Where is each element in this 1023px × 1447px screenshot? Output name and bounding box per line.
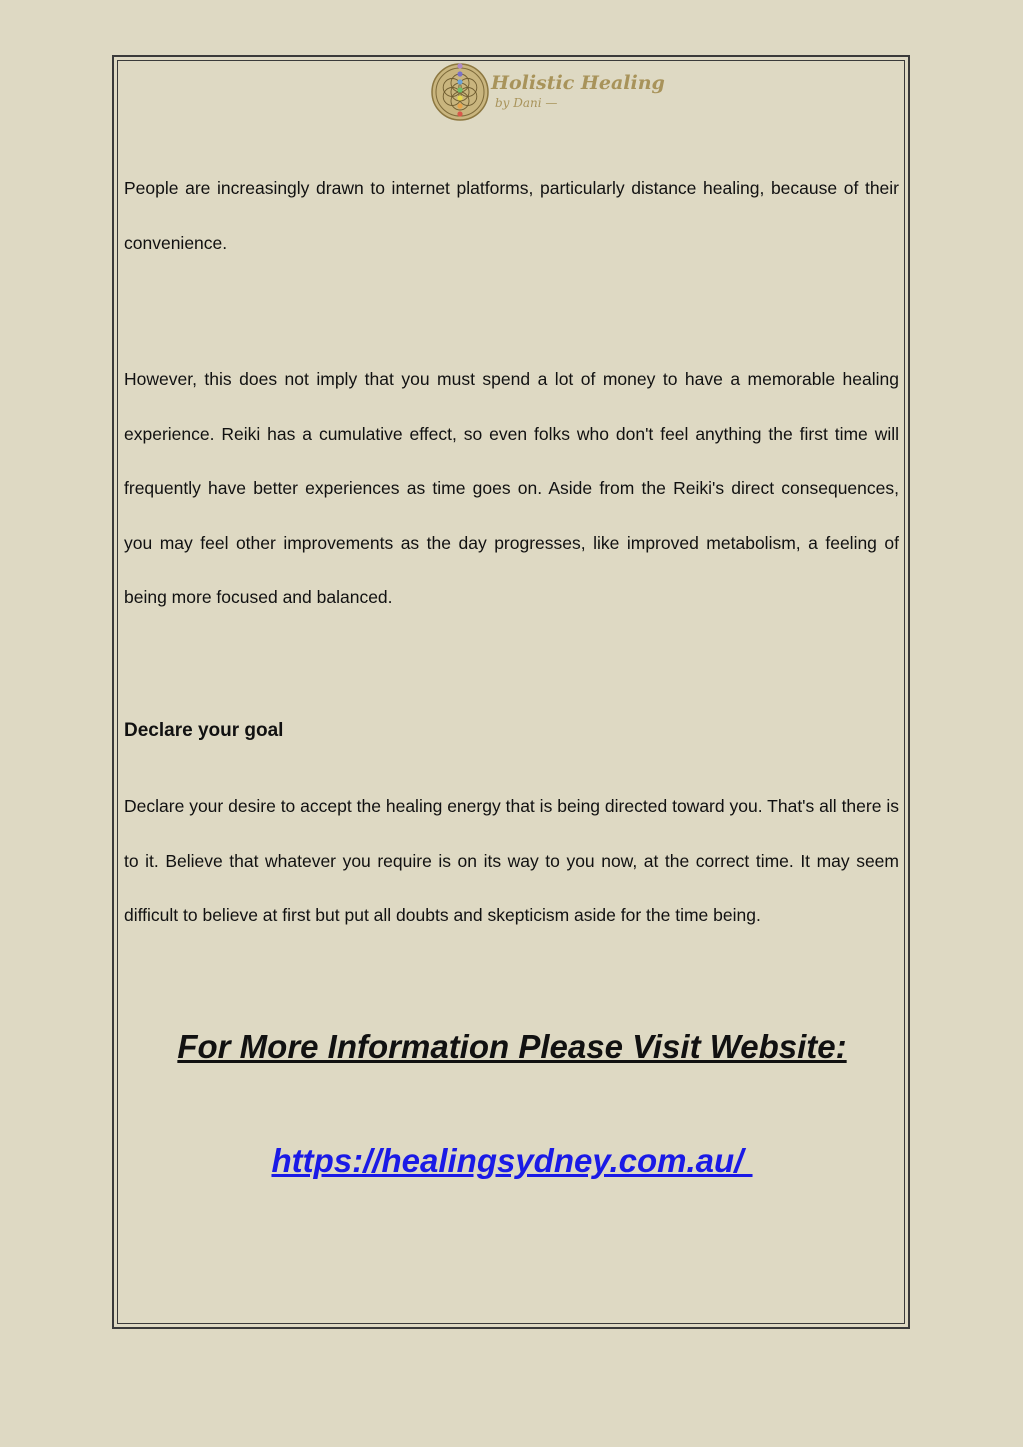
paragraph-declare: Declare your desire to accept the healing energy that is being directed toward you. That's all there is to it. Believe that whatever you require is on its way to you now, at the correct time. It may seem difficult to believe at first but put all doubts and skepticism aside for the time being. [124,796,899,925]
section-heading: Declare your goal [124,720,284,741]
paragraph-intro: People are increasingly drawn to internet platforms, particularly distance healing, because of their convenience. [124,178,899,253]
flower-of-life-chakra-icon [431,59,665,125]
logo-text-line2: by Dani — [495,96,558,110]
website-link[interactable]: https://healingsydney.com.au/ [271,1142,753,1179]
logo-text-line1: Holistic Healing [491,72,665,94]
paragraph-reiki: However, this does not imply that you must spend a lot of money to have a memorable healing experience. Reiki has a cumulative effect, so even folks who don't feel anything the first time will frequently have better experiences as time goes on. Aside from the Reiki's direct consequences, you may feel other improvements as the day progresses, like improved metabolism, a feeling of being more focused and balanced. [124,369,899,607]
cta-heading: For More Information Please Visit Website: [177,1028,847,1065]
holistic-healing-logo [431,59,665,125]
